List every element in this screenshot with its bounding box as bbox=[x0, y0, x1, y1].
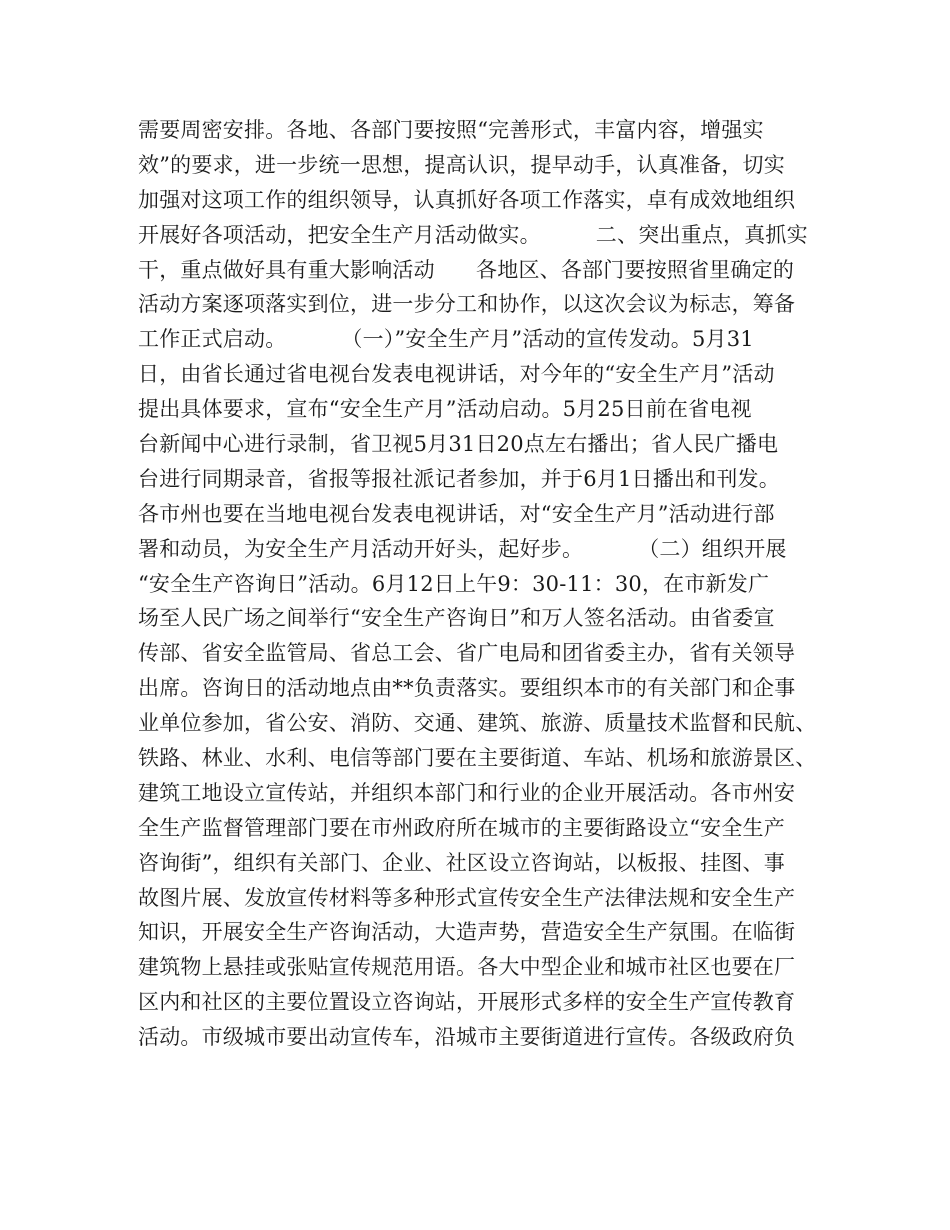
text-line: 工作正式启动。 （一）”安全生产月”活动的宣传发动。5月31 bbox=[138, 327, 754, 352]
text-line: 效”的要求，进一步统一思想，提高认识，提早动手，认真准备，切实 bbox=[138, 152, 785, 177]
text-line: 出席。咨询日的活动地点由**负责落实。要组织本市的有关部门和企事 bbox=[138, 676, 796, 701]
text-line: 场至人民广场之间举行“安全生产咨询日”和万人签名活动。由省委宣 bbox=[138, 606, 775, 631]
text-line: 铁路、林业、水利、电信等部门要在主要街道、车站、机场和旅游景区、 bbox=[138, 746, 817, 771]
text-line: 需要周密安排。各地、各部门要按照“完善形式，丰富内容，增强实 bbox=[138, 118, 764, 142]
text-line: 台进行同期录音，省报等报社派记者参加，并于6月1日播出和刊发。 bbox=[138, 466, 780, 491]
text-line: “安全生产咨询日”活动。6月12日上午9：30-11：30，在市新发广 bbox=[138, 571, 770, 596]
text-line: 咨询街”，组织有关部门、企业、社区设立咨询站，以板报、挂图、事 bbox=[138, 850, 785, 875]
text-line: 日，由省长通过省电视台发表电视讲话，对今年的“安全生产月”活动 bbox=[138, 362, 775, 387]
text-line: 知识，开展安全生产咨询活动，大造声势，营造安全生产氛围。在临街 bbox=[138, 920, 796, 945]
text-line: 署和动员，为安全生产月活动开好头，起好步。 （二）组织开展 bbox=[138, 536, 787, 561]
text-line: 活动。市级城市要出动宣传车，沿城市主要街道进行宣传。各级政府负 bbox=[138, 1025, 796, 1050]
text-line: 建筑物上悬挂或张贴宣传规范用语。各大中型企业和城市社区也要在厂 bbox=[138, 955, 796, 980]
text-line: 建筑工地设立宣传站，并组织本部门和行业的企业开展活动。各市州安 bbox=[138, 780, 796, 805]
text-line: 提出具体要求，宣布“安全生产月”活动启动。5月25日前在省电视 bbox=[138, 397, 752, 422]
text-line: 干，重点做好具有重大影响活动 各地区、各部门要按照省里确定的 bbox=[138, 257, 795, 282]
text-line: 区内和社区的主要位置设立咨询站，开展形式多样的安全生产宣传教育 bbox=[138, 990, 796, 1015]
body-text bbox=[138, 113, 828, 1055]
text-line: 业单位参加，省公安、消防、交通、建筑、旅游、质量技术监督和民航、 bbox=[138, 711, 817, 736]
text-line: 台新闻中心进行录制，省卫视5月31日20点左右播出；省人民广播电 bbox=[138, 432, 779, 457]
text-line: 开展好各项活动，把安全生产月活动做实。 二、突出重点，真抓实 bbox=[138, 222, 808, 247]
text-line: 各市州也要在当地电视台发表电视讲话，对“安全生产月”活动进行部 bbox=[138, 501, 775, 526]
text-line: 全生产监督管理部门要在市州政府所在城市的主要街路设立“安全生产 bbox=[138, 815, 785, 840]
text-line: 传部、省安全监管局、省总工会、省广电局和团省委主办，省有关领导 bbox=[138, 641, 796, 666]
text-line: 故图片展、发放宣传材料等多种形式宣传安全生产法律法规和安全生产 bbox=[138, 885, 796, 910]
text-line: 活动方案逐项落实到位，进一步分工和协作，以这次会议为标志，筹备 bbox=[138, 292, 796, 317]
text-line: 加强对这项工作的组织领导，认真抓好各项工作落实，卓有成效地组织 bbox=[138, 187, 796, 212]
